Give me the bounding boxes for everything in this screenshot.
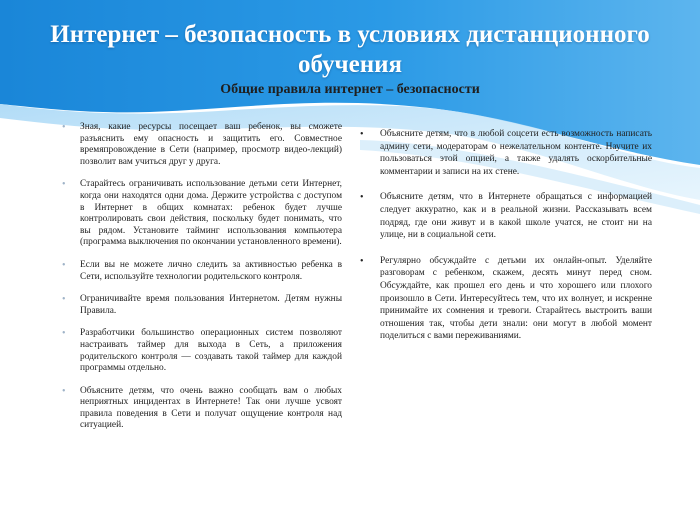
list-item [360,255,652,343]
list-item [62,259,342,283]
bullet-icon: • [360,192,364,204]
list-item-text: Объясните детям, что в Интернете обращаться с информацией следует аккуратно, как и в реальной жизни. Рассказывать всем подряд, где они живут и в какой школе учатся, не стоит ни на улице, ни в социальной сети. [380,192,652,241]
list-item [360,191,652,241]
list-item [62,179,342,249]
slide-title: Интернет – безопасность в условиях дистанционного обучения [50,21,650,78]
bullet-icon: • [360,129,364,140]
list-item [62,294,342,317]
bullet-icon: • [62,122,66,133]
list-item [62,122,342,168]
left-column [62,122,342,443]
bullet-icon: • [62,385,66,397]
list-item-text: Зная, какие ресурсы посещает ваш ребенок, вы сможете разъяснить ему опасность и защитить его. Совместное времяпровождение в Сети (например, просмотр видео-лекций) позволит вам учиться друг у друга. [80,122,342,167]
right-column [360,128,652,356]
list-item-text: Ограничивайте время пользования Интернетом. Детям нужны Правила. [80,294,342,316]
list-item [62,328,342,374]
slide-subtitle: Общие правила интернет – безопасности [220,82,480,97]
list-item-text: Регулярно обсуждайте с детьми их онлайн-опыт. Уделяйте разговорам с ребенком, скажем, десять минут перед сном. Обсуждайте, как прошел его день и что хорошего или плохого произошло в Сети. Интересуйтесь тем, что их волнует, и искренне принимайте их сомнения и тревоги. Старайтесь выстроить ваши отношения так, чтобы дети знали: они могут в любой момент поделиться с вами переживаниями. [380,255,652,342]
list-item-text: Если вы не можете лично следить за активностью ребенка в Сети, используйте технологии родительского контроля. [80,259,342,282]
bullet-icon: • [62,294,66,306]
list-item [62,385,342,432]
list-item [360,128,652,178]
bullet-icon: • [360,255,364,267]
list-item-text: Объясните детям, что очень важно сообщать вам о любых неприятных инцидентах в Интернете! Так они лучше усвоят правила поведения в Сети и получат ощущение контроля над ситуацией. [80,385,342,431]
list-item-text: Старайтесь ограничивать использование детьми сети Интернет, когда они находятся одни дома. Держите устройства с доступом в Интернет в общих комнатах: ребенок будет лучше контролировать свои действия, поскольку будет понимать, что вы рядом. Установите тайминг использования компьютера (программа выключения по окончании установленного времени). [80,179,342,248]
bullet-icon: • [62,328,66,340]
list-item-text: Разработчики большинство операционных систем позволяют настраивать таймер для выхода в Сеть, а приложения родительского контроля — создавать такой таймер для каждой программы отдельно. [80,328,342,374]
list-item-text: Объясните детям, что в любой соцсети есть возможность написать админу сети, модераторам о нежелательном контенте. Научите их пользоваться этой опцией, а также удалять оскорбительные комментарии и записи на их стене. [380,129,652,177]
bullet-icon: • [62,179,66,191]
bullet-icon: • [62,259,66,271]
